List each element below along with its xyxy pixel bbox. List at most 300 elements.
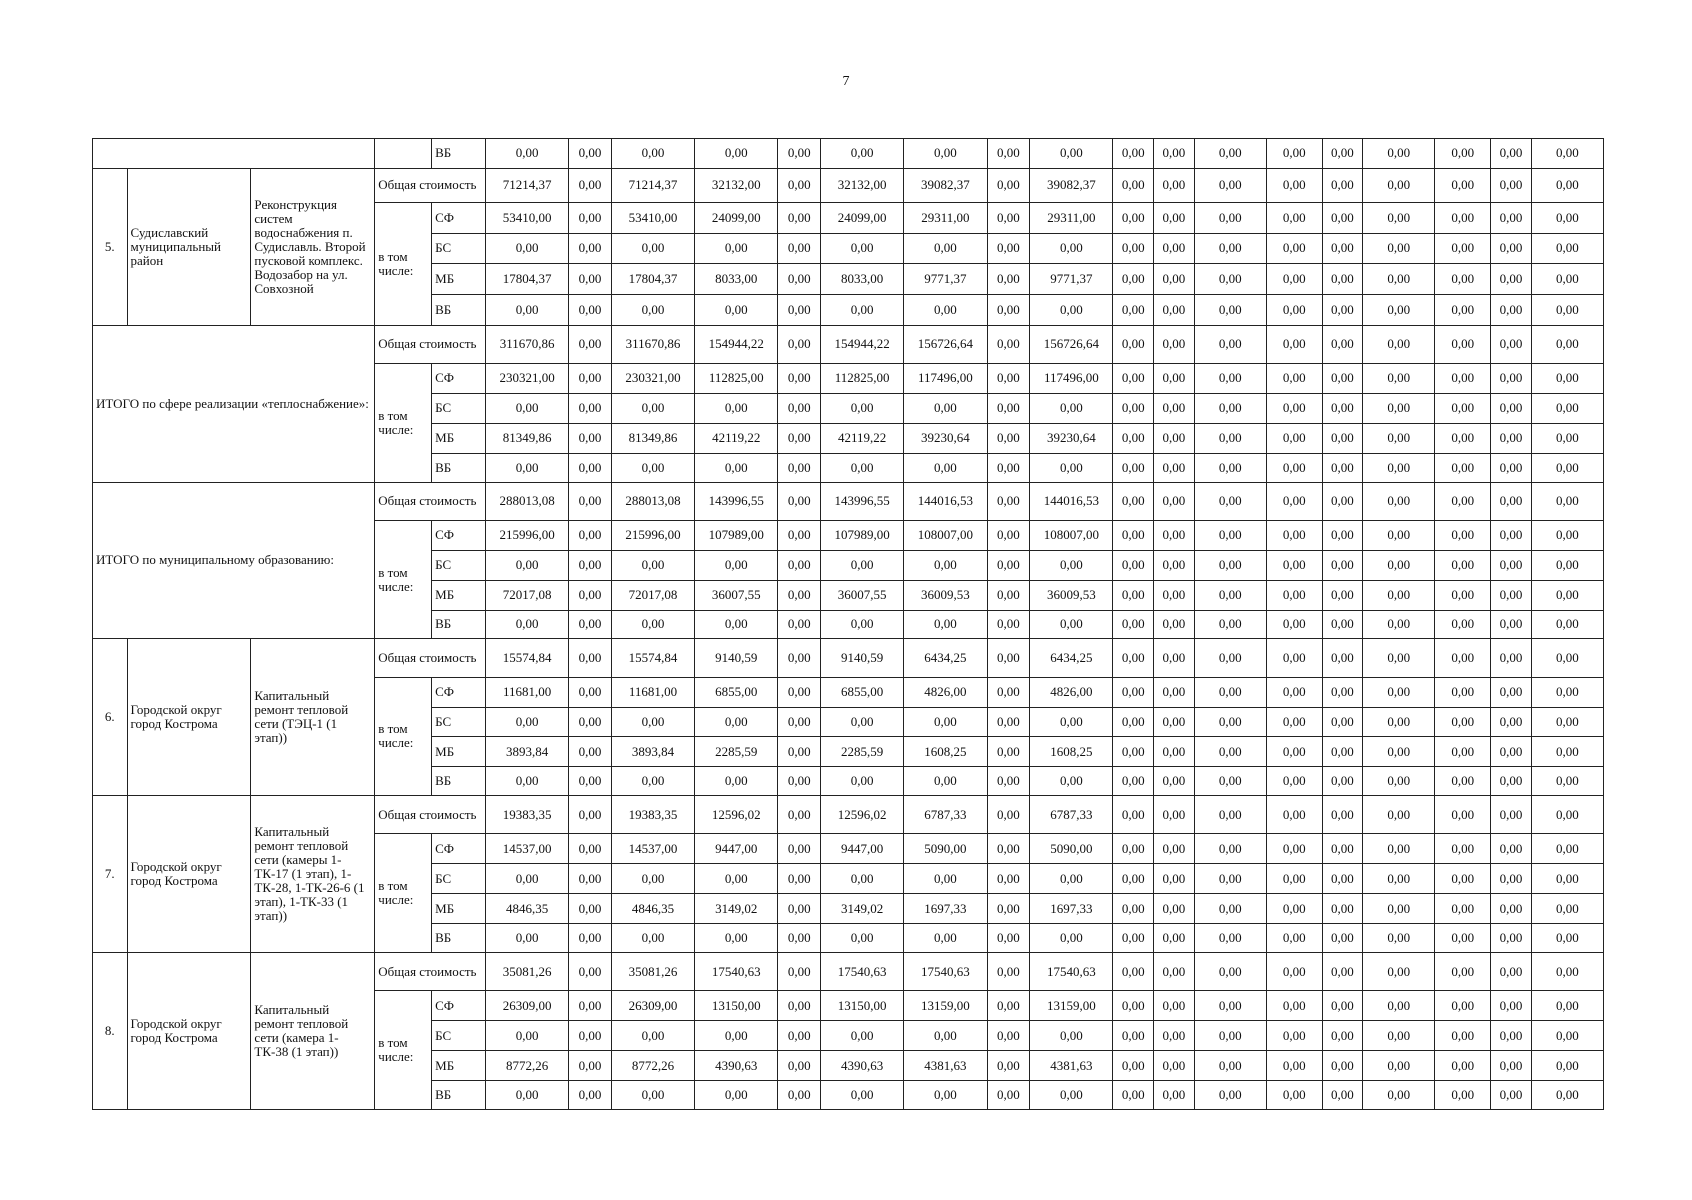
value-cell: 71214,37: [485, 168, 568, 202]
value-cell: 0,00: [1322, 423, 1363, 453]
value-cell: 0,00: [1435, 707, 1491, 737]
row-number: 6.: [93, 639, 128, 796]
funding-source: ВБ: [432, 453, 486, 482]
value-cell: 4390,63: [695, 1051, 778, 1081]
value-cell: 0,00: [485, 864, 568, 894]
value-cell: 0,00: [1194, 520, 1266, 550]
funding-source: ВБ: [432, 139, 486, 169]
value-cell: 0,00: [987, 139, 1030, 169]
value-cell: 0,00: [1435, 202, 1491, 233]
value-cell: 0,00: [1491, 393, 1532, 423]
value-cell: 0,00: [1154, 168, 1195, 202]
value-cell: 117496,00: [1030, 363, 1113, 393]
value-cell: 0,00: [778, 263, 821, 294]
value-cell: 0,00: [1491, 834, 1532, 864]
value-cell: 156726,64: [904, 325, 987, 363]
table-row: [93, 168, 1604, 202]
value-cell: 0,00: [778, 393, 821, 423]
value-cell: 0,00: [778, 550, 821, 580]
value-cell: 0,00: [569, 580, 612, 610]
value-cell: 13159,00: [1030, 991, 1113, 1021]
value-cell: 0,00: [778, 580, 821, 610]
value-cell: 0,00: [778, 1021, 821, 1051]
value-cell: 3149,02: [695, 894, 778, 924]
value-cell: 81349,86: [611, 423, 694, 453]
value-cell: 0,00: [1531, 677, 1603, 707]
value-cell: 0,00: [987, 482, 1030, 520]
value-cell: 0,00: [1531, 550, 1603, 580]
value-cell: 0,00: [1322, 1021, 1363, 1051]
value-cell: 0,00: [1491, 453, 1532, 482]
value-cell: 0,00: [1113, 864, 1154, 894]
value-cell: 0,00: [1154, 453, 1195, 482]
value-cell: 0,00: [1491, 610, 1532, 639]
value-cell: 0,00: [904, 294, 987, 325]
value-cell: 0,00: [1194, 294, 1266, 325]
value-cell: 17540,63: [904, 953, 987, 991]
value-cell: 0,00: [821, 550, 904, 580]
table-row: [93, 796, 1604, 834]
value-cell: 0,00: [1363, 1081, 1435, 1110]
value-cell: 15574,84: [485, 639, 568, 677]
value-cell: 0,00: [569, 294, 612, 325]
value-cell: 0,00: [1491, 796, 1532, 834]
blank-cell: [375, 139, 432, 169]
value-cell: 0,00: [569, 423, 612, 453]
value-cell: 0,00: [1154, 393, 1195, 423]
value-cell: 0,00: [1266, 294, 1322, 325]
value-cell: 0,00: [987, 894, 1030, 924]
value-cell: 0,00: [821, 294, 904, 325]
value-cell: 0,00: [1363, 924, 1435, 953]
value-cell: 0,00: [1322, 834, 1363, 864]
value-cell: 0,00: [1266, 580, 1322, 610]
value-cell: 0,00: [1154, 834, 1195, 864]
value-cell: 0,00: [611, 610, 694, 639]
total-cost-label: Общая стоимость: [375, 953, 486, 991]
value-cell: 0,00: [778, 639, 821, 677]
value-cell: 0,00: [778, 139, 821, 169]
value-cell: 8772,26: [485, 1051, 568, 1081]
value-cell: 0,00: [1435, 168, 1491, 202]
value-cell: 154944,22: [821, 325, 904, 363]
value-cell: 0,00: [1266, 864, 1322, 894]
value-cell: 0,00: [1194, 233, 1266, 263]
value-cell: 0,00: [485, 294, 568, 325]
value-cell: 0,00: [1266, 139, 1322, 169]
value-cell: 0,00: [778, 953, 821, 991]
value-cell: 0,00: [1154, 953, 1195, 991]
value-cell: 0,00: [1363, 796, 1435, 834]
value-cell: 0,00: [1491, 639, 1532, 677]
value-cell: 0,00: [1531, 482, 1603, 520]
value-cell: 0,00: [1266, 991, 1322, 1021]
value-cell: 0,00: [1113, 393, 1154, 423]
value-cell: 39082,37: [1030, 168, 1113, 202]
value-cell: 6434,25: [904, 639, 987, 677]
value-cell: 0,00: [1266, 233, 1322, 263]
value-cell: 17804,37: [611, 263, 694, 294]
value-cell: 0,00: [1322, 639, 1363, 677]
value-cell: 0,00: [1154, 233, 1195, 263]
funding-source: БС: [432, 393, 486, 423]
value-cell: 9771,37: [904, 263, 987, 294]
value-cell: 72017,08: [485, 580, 568, 610]
value-cell: 0,00: [987, 168, 1030, 202]
value-cell: 0,00: [904, 864, 987, 894]
value-cell: 0,00: [695, 767, 778, 796]
value-cell: 0,00: [1363, 423, 1435, 453]
value-cell: 0,00: [987, 363, 1030, 393]
value-cell: 0,00: [1322, 864, 1363, 894]
blank-cell: [93, 139, 375, 169]
municipality-name: Городской округ город Кострома: [127, 953, 251, 1110]
value-cell: 0,00: [569, 263, 612, 294]
object-name: Капитальный ремонт тепловой сети (ТЭЦ-1 (1 этап)): [251, 639, 375, 796]
value-cell: 0,00: [1113, 767, 1154, 796]
value-cell: 0,00: [1435, 894, 1491, 924]
value-cell: 0,00: [1154, 202, 1195, 233]
value-cell: 36007,55: [695, 580, 778, 610]
value-cell: 4846,35: [485, 894, 568, 924]
value-cell: 0,00: [485, 610, 568, 639]
funding-source: БС: [432, 707, 486, 737]
value-cell: 0,00: [569, 1051, 612, 1081]
value-cell: 1608,25: [1030, 737, 1113, 767]
value-cell: 12596,02: [821, 796, 904, 834]
value-cell: 4826,00: [904, 677, 987, 707]
value-cell: 0,00: [1491, 1051, 1532, 1081]
total-cost-label: Общая стоимость: [375, 796, 486, 834]
municipality-name: Городской округ город Кострома: [127, 639, 251, 796]
value-cell: 0,00: [1435, 453, 1491, 482]
value-cell: 0,00: [569, 139, 612, 169]
value-cell: 0,00: [569, 610, 612, 639]
value-cell: 0,00: [1113, 233, 1154, 263]
value-cell: 0,00: [1194, 139, 1266, 169]
value-cell: 0,00: [904, 453, 987, 482]
value-cell: 13159,00: [904, 991, 987, 1021]
value-cell: 0,00: [1113, 263, 1154, 294]
value-cell: 0,00: [987, 991, 1030, 1021]
value-cell: 0,00: [695, 1081, 778, 1110]
value-cell: 215996,00: [485, 520, 568, 550]
value-cell: 0,00: [1113, 991, 1154, 1021]
value-cell: 0,00: [1531, 168, 1603, 202]
value-cell: 0,00: [695, 610, 778, 639]
value-cell: 0,00: [1113, 1021, 1154, 1051]
value-cell: 0,00: [1194, 393, 1266, 423]
value-cell: 0,00: [1030, 139, 1113, 169]
funding-source: ВБ: [432, 924, 486, 953]
value-cell: 0,00: [821, 453, 904, 482]
value-cell: 0,00: [569, 991, 612, 1021]
value-cell: 0,00: [821, 1021, 904, 1051]
value-cell: 0,00: [1194, 796, 1266, 834]
value-cell: 2285,59: [695, 737, 778, 767]
value-cell: 0,00: [1491, 263, 1532, 294]
value-cell: 0,00: [1266, 453, 1322, 482]
total-cost-label: Общая стоимость: [375, 482, 486, 520]
value-cell: 0,00: [1435, 550, 1491, 580]
value-cell: 230321,00: [611, 363, 694, 393]
funding-source: БС: [432, 864, 486, 894]
funding-source: МБ: [432, 423, 486, 453]
including-label: в том числе:: [375, 991, 432, 1110]
table-row: [93, 325, 1604, 363]
total-cost-label: Общая стоимость: [375, 168, 486, 202]
value-cell: 0,00: [569, 453, 612, 482]
value-cell: 0,00: [1154, 294, 1195, 325]
including-label: в том числе:: [375, 677, 432, 796]
value-cell: 0,00: [1113, 363, 1154, 393]
value-cell: 42119,22: [821, 423, 904, 453]
value-cell: 0,00: [485, 233, 568, 263]
value-cell: 0,00: [1435, 796, 1491, 834]
value-cell: 108007,00: [1030, 520, 1113, 550]
value-cell: 0,00: [1113, 423, 1154, 453]
funding-source: СФ: [432, 202, 486, 233]
value-cell: 0,00: [695, 550, 778, 580]
value-cell: 0,00: [485, 550, 568, 580]
value-cell: 311670,86: [611, 325, 694, 363]
value-cell: 0,00: [1491, 550, 1532, 580]
value-cell: 0,00: [1363, 610, 1435, 639]
value-cell: 0,00: [485, 453, 568, 482]
funding-table: [92, 138, 1604, 1110]
value-cell: 0,00: [611, 233, 694, 263]
value-cell: 11681,00: [611, 677, 694, 707]
value-cell: 3893,84: [611, 737, 694, 767]
value-cell: 144016,53: [1030, 482, 1113, 520]
value-cell: 0,00: [1322, 482, 1363, 520]
value-cell: 0,00: [987, 610, 1030, 639]
value-cell: 0,00: [1491, 294, 1532, 325]
value-cell: 0,00: [611, 1081, 694, 1110]
value-cell: 0,00: [1113, 610, 1154, 639]
including-label: в том числе:: [375, 202, 432, 325]
value-cell: 0,00: [778, 924, 821, 953]
value-cell: 0,00: [1363, 580, 1435, 610]
value-cell: 0,00: [1113, 1081, 1154, 1110]
value-cell: 42119,22: [695, 423, 778, 453]
value-cell: 0,00: [1030, 610, 1113, 639]
value-cell: 0,00: [1531, 393, 1603, 423]
value-cell: 0,00: [1113, 520, 1154, 550]
value-cell: 0,00: [987, 453, 1030, 482]
value-cell: 0,00: [1194, 924, 1266, 953]
value-cell: 0,00: [1435, 677, 1491, 707]
value-cell: 35081,26: [485, 953, 568, 991]
value-cell: 0,00: [1154, 864, 1195, 894]
value-cell: 0,00: [1322, 520, 1363, 550]
value-cell: 0,00: [695, 453, 778, 482]
value-cell: 0,00: [1363, 639, 1435, 677]
value-cell: 0,00: [1266, 202, 1322, 233]
value-cell: 117496,00: [904, 363, 987, 393]
value-cell: 0,00: [1531, 707, 1603, 737]
value-cell: 1697,33: [1030, 894, 1113, 924]
value-cell: 0,00: [1030, 924, 1113, 953]
funding-source: МБ: [432, 894, 486, 924]
value-cell: 14537,00: [485, 834, 568, 864]
value-cell: 0,00: [1491, 202, 1532, 233]
value-cell: 0,00: [778, 737, 821, 767]
value-cell: 8772,26: [611, 1051, 694, 1081]
value-cell: 0,00: [987, 1021, 1030, 1051]
value-cell: 0,00: [611, 294, 694, 325]
value-cell: 0,00: [1154, 1021, 1195, 1051]
value-cell: 0,00: [569, 202, 612, 233]
value-cell: 0,00: [1531, 796, 1603, 834]
value-cell: 0,00: [569, 482, 612, 520]
value-cell: 0,00: [1030, 864, 1113, 894]
value-cell: 0,00: [1113, 168, 1154, 202]
value-cell: 0,00: [1113, 834, 1154, 864]
value-cell: 0,00: [611, 924, 694, 953]
value-cell: 0,00: [569, 168, 612, 202]
value-cell: 0,00: [1194, 864, 1266, 894]
value-cell: 0,00: [1363, 325, 1435, 363]
value-cell: 39230,64: [1030, 423, 1113, 453]
value-cell: 0,00: [1435, 580, 1491, 610]
value-cell: 3149,02: [821, 894, 904, 924]
value-cell: 0,00: [1194, 202, 1266, 233]
value-cell: 0,00: [1266, 1051, 1322, 1081]
value-cell: 19383,35: [485, 796, 568, 834]
value-cell: 0,00: [1531, 924, 1603, 953]
value-cell: 0,00: [821, 864, 904, 894]
value-cell: 0,00: [778, 707, 821, 737]
value-cell: 0,00: [1322, 393, 1363, 423]
object-name: Капитальный ремонт тепловой сети (камера 1-ТК-38 (1 этап)): [251, 953, 375, 1110]
section-total-label: ИТОГО по сфере реализации «теплоснабжение»:: [93, 325, 375, 482]
value-cell: 17540,63: [821, 953, 904, 991]
value-cell: 0,00: [1154, 894, 1195, 924]
value-cell: 0,00: [1491, 168, 1532, 202]
value-cell: 0,00: [1154, 677, 1195, 707]
value-cell: 32132,00: [695, 168, 778, 202]
value-cell: 29311,00: [904, 202, 987, 233]
value-cell: 0,00: [1322, 677, 1363, 707]
value-cell: 0,00: [485, 707, 568, 737]
value-cell: 0,00: [1113, 677, 1154, 707]
value-cell: 0,00: [1435, 767, 1491, 796]
value-cell: 0,00: [1194, 1021, 1266, 1051]
value-cell: 19383,35: [611, 796, 694, 834]
value-cell: 0,00: [1322, 707, 1363, 737]
value-cell: 0,00: [485, 139, 568, 169]
value-cell: 0,00: [1322, 1081, 1363, 1110]
value-cell: 215996,00: [611, 520, 694, 550]
value-cell: 0,00: [778, 520, 821, 550]
including-label: в том числе:: [375, 834, 432, 953]
value-cell: 0,00: [1435, 1051, 1491, 1081]
value-cell: 0,00: [1154, 639, 1195, 677]
value-cell: 0,00: [1531, 423, 1603, 453]
value-cell: 0,00: [569, 894, 612, 924]
value-cell: 0,00: [987, 550, 1030, 580]
value-cell: 0,00: [1113, 139, 1154, 169]
value-cell: 0,00: [569, 796, 612, 834]
value-cell: 0,00: [1030, 1081, 1113, 1110]
value-cell: 0,00: [485, 393, 568, 423]
value-cell: 0,00: [1322, 294, 1363, 325]
value-cell: 0,00: [1491, 677, 1532, 707]
value-cell: 0,00: [1531, 294, 1603, 325]
funding-source: СФ: [432, 677, 486, 707]
value-cell: 0,00: [1435, 393, 1491, 423]
value-cell: 0,00: [778, 453, 821, 482]
value-cell: 26309,00: [611, 991, 694, 1021]
value-cell: 17804,37: [485, 263, 568, 294]
value-cell: 0,00: [1154, 707, 1195, 737]
value-cell: 0,00: [1266, 953, 1322, 991]
value-cell: 0,00: [904, 707, 987, 737]
value-cell: 0,00: [1322, 168, 1363, 202]
value-cell: 0,00: [1435, 1081, 1491, 1110]
value-cell: 0,00: [695, 233, 778, 263]
value-cell: 0,00: [1194, 363, 1266, 393]
value-cell: 0,00: [1491, 767, 1532, 796]
value-cell: 0,00: [1435, 924, 1491, 953]
value-cell: 0,00: [569, 707, 612, 737]
value-cell: 0,00: [987, 796, 1030, 834]
value-cell: 0,00: [1194, 953, 1266, 991]
value-cell: 0,00: [1154, 482, 1195, 520]
value-cell: 0,00: [1322, 953, 1363, 991]
value-cell: 36007,55: [821, 580, 904, 610]
value-cell: 81349,86: [485, 423, 568, 453]
value-cell: 0,00: [695, 294, 778, 325]
value-cell: 0,00: [1363, 834, 1435, 864]
value-cell: 0,00: [1266, 423, 1322, 453]
value-cell: 0,00: [1266, 767, 1322, 796]
value-cell: 0,00: [569, 953, 612, 991]
value-cell: 0,00: [1154, 796, 1195, 834]
value-cell: 0,00: [1322, 924, 1363, 953]
value-cell: 17540,63: [1030, 953, 1113, 991]
value-cell: 0,00: [611, 864, 694, 894]
value-cell: 0,00: [1322, 453, 1363, 482]
value-cell: 0,00: [569, 1081, 612, 1110]
value-cell: 0,00: [1266, 393, 1322, 423]
value-cell: 0,00: [987, 1051, 1030, 1081]
table-row: [93, 953, 1604, 991]
value-cell: 0,00: [569, 325, 612, 363]
value-cell: 0,00: [1113, 482, 1154, 520]
value-cell: 0,00: [1154, 610, 1195, 639]
value-cell: 0,00: [1435, 520, 1491, 550]
row-number: 5.: [93, 168, 128, 325]
value-cell: 0,00: [904, 139, 987, 169]
value-cell: 0,00: [778, 202, 821, 233]
value-cell: 0,00: [1531, 325, 1603, 363]
value-cell: 0,00: [1491, 1021, 1532, 1051]
value-cell: 6855,00: [821, 677, 904, 707]
value-cell: 6855,00: [695, 677, 778, 707]
value-cell: 0,00: [821, 924, 904, 953]
value-cell: 0,00: [1435, 363, 1491, 393]
value-cell: 0,00: [1491, 580, 1532, 610]
value-cell: 0,00: [1531, 580, 1603, 610]
value-cell: 112825,00: [695, 363, 778, 393]
value-cell: 0,00: [1154, 363, 1195, 393]
value-cell: 0,00: [1491, 953, 1532, 991]
value-cell: 0,00: [569, 520, 612, 550]
municipality-name: Городской округ город Кострома: [127, 796, 251, 953]
value-cell: 0,00: [569, 737, 612, 767]
